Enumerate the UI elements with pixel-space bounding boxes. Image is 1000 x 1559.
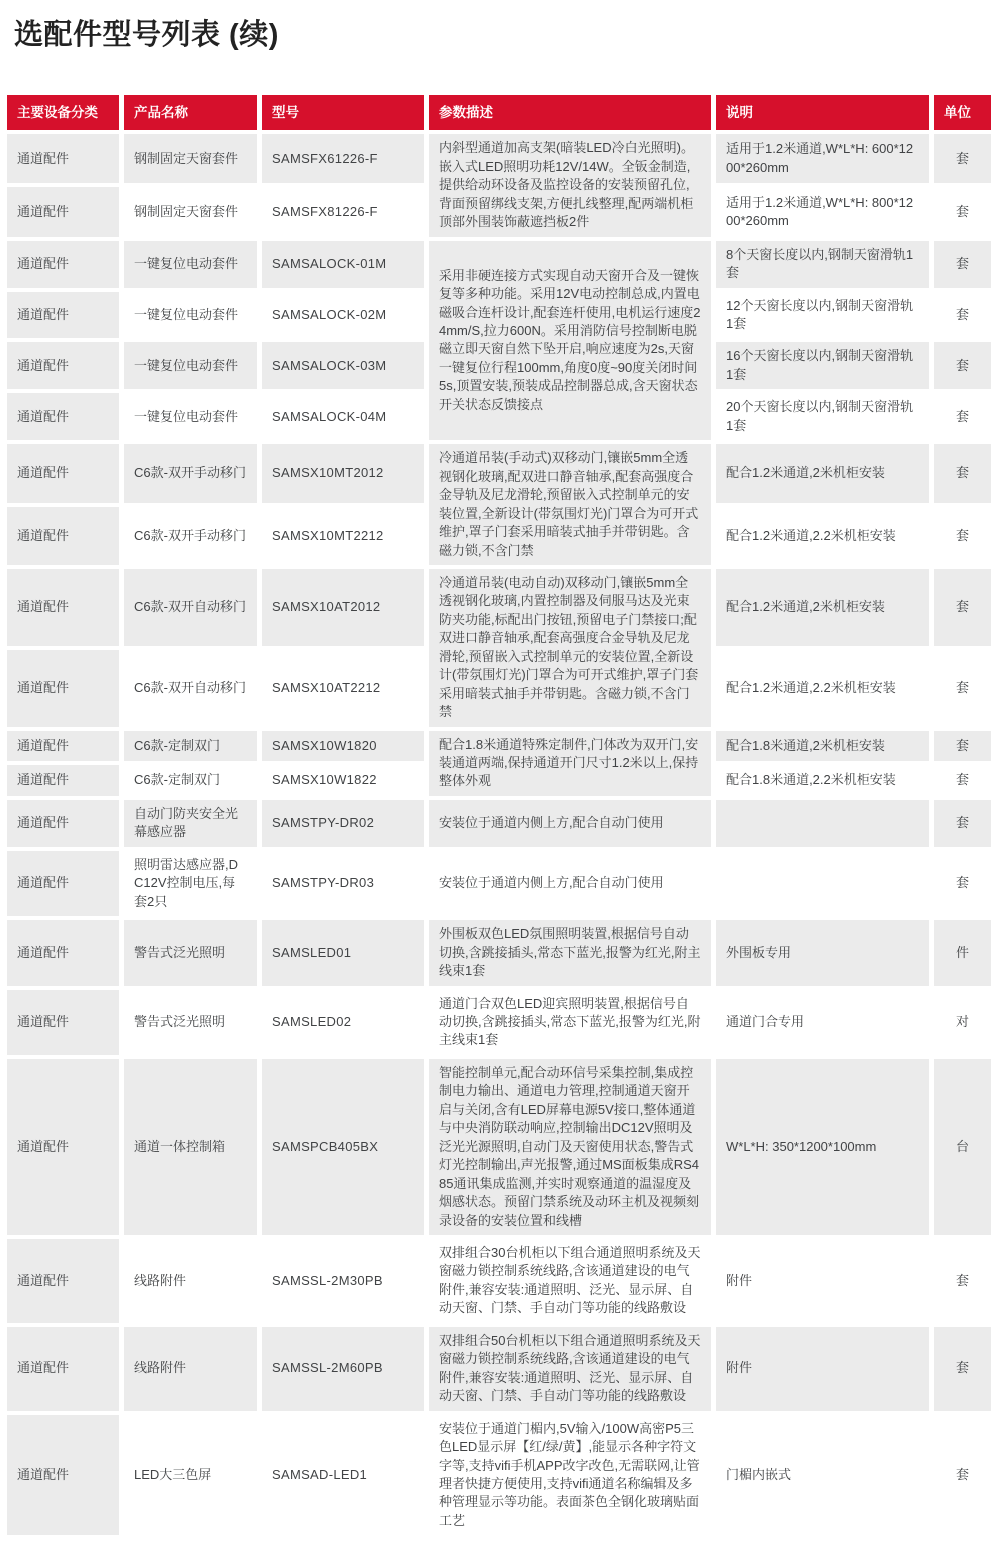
cell-model: SAMSX10MT2212 bbox=[262, 507, 424, 565]
column-header: 参数描述 bbox=[429, 95, 711, 131]
cell-description: 配合1.8米通道特殊定制件,门体改为双开门,安装通道两端,保持通道开门尺寸1.2米以上,保持整体外观 bbox=[429, 731, 711, 796]
cell-category: 通道配件 bbox=[7, 1415, 119, 1536]
cell-unit: 套 bbox=[934, 650, 991, 727]
cell-note: 通道门合专用 bbox=[716, 990, 929, 1055]
cell-model: SAMSALOCK-04M bbox=[262, 393, 424, 440]
cell-unit: 套 bbox=[934, 444, 991, 502]
cell-product: 钢制固定天窗套件 bbox=[124, 134, 257, 183]
cell-product: 一键复位电动套件 bbox=[124, 393, 257, 440]
cell-category: 通道配件 bbox=[7, 393, 119, 440]
cell-category: 通道配件 bbox=[7, 1239, 119, 1323]
cell-unit: 套 bbox=[934, 292, 991, 339]
cell-model: SAMSX10MT2012 bbox=[262, 444, 424, 502]
cell-model: SAMSPCB405BX bbox=[262, 1059, 424, 1235]
cell-note: 外围板专用 bbox=[716, 920, 929, 985]
table-row bbox=[7, 920, 991, 985]
table-row bbox=[7, 731, 991, 762]
column-header: 单位 bbox=[934, 95, 991, 131]
cell-model: SAMSALOCK-03M bbox=[262, 342, 424, 389]
cell-category: 通道配件 bbox=[7, 920, 119, 985]
cell-category: 通道配件 bbox=[7, 765, 119, 796]
cell-model: SAMSSL-2M30PB bbox=[262, 1239, 424, 1323]
column-header: 主要设备分类 bbox=[7, 95, 119, 131]
cell-unit: 套 bbox=[934, 569, 991, 646]
cell-product: C6款-双开自动移门 bbox=[124, 650, 257, 727]
cell-model: SAMSLED01 bbox=[262, 920, 424, 985]
table-row bbox=[7, 1327, 991, 1411]
cell-product: C6款-定制双门 bbox=[124, 765, 257, 796]
cell-note: 16个天窗长度以内,钢制天窗滑轨1套 bbox=[716, 342, 929, 389]
cell-model: SAMSFX81226-F bbox=[262, 187, 424, 236]
cell-description: 冷通道吊装(电动自动)双移动门,镶嵌5mm全透视钢化玻璃,内置控制器及伺服马达及光束防夹功能,标配出门按钮,预留电子门禁接口;配双进口静音轴承,配套高强度合金导轨及尼龙滑轮,预留嵌入式控制单元的安装位置,全新设计(带氛围灯光)门罩合为可开式维护,罩子门套采用暗装式抽手并带钥匙。含磁力锁,不含门禁 bbox=[429, 569, 711, 727]
cell-unit: 套 bbox=[934, 507, 991, 565]
cell-product: 警告式泛光照明 bbox=[124, 920, 257, 985]
cell-note: 12个天窗长度以内,钢制天窗滑轨1套 bbox=[716, 292, 929, 339]
table-row bbox=[7, 851, 991, 916]
cell-category: 通道配件 bbox=[7, 569, 119, 646]
cell-category: 通道配件 bbox=[7, 134, 119, 183]
cell-description: 冷通道吊装(手动式)双移动门,镶嵌5mm全透视钢化玻璃,配双进口静音轴承,配套高强度合金导轨及尼龙滑轮,预留嵌入式控制单元的安装位置,全新设计(带氛围灯光)门罩合为可开式维护,罩子门套采用暗装式抽手并带钥匙。含磁力锁,不含门禁 bbox=[429, 444, 711, 565]
cell-category: 通道配件 bbox=[7, 241, 119, 288]
accessories-table bbox=[2, 91, 996, 1540]
cell-product: 通道一体控制箱 bbox=[124, 1059, 257, 1235]
cell-description: 安装位于通道门楣内,5V输入/100W高密P5三色LED显示屏【红/绿/黄】,能显示各种字符文字等,支持vifi手机APP改字改色,无需联网,让管理者快捷方便使用,支持vifi通道名称编辑及多种管理显示等功能。表面茶色全钢化玻璃贴面工艺 bbox=[429, 1415, 711, 1536]
cell-category: 通道配件 bbox=[7, 187, 119, 236]
cell-description: 外围板双色LED氛围照明装置,根据信号自动切换,含跳接插头,常态下蓝光,报警为红光,附主线束1套 bbox=[429, 920, 711, 985]
cell-product: 一键复位电动套件 bbox=[124, 292, 257, 339]
table-row bbox=[7, 569, 991, 646]
table-header-row bbox=[7, 95, 991, 131]
column-header: 说明 bbox=[716, 95, 929, 131]
cell-model: SAMSTPY-DR03 bbox=[262, 851, 424, 916]
cell-unit: 套 bbox=[934, 393, 991, 440]
cell-description: 双排组合50台机柜以下组合通道照明系统及天窗磁力锁控制系统线路,含该通道建设的电气附件,兼容安装:通道照明、泛光、显示屏、自动天窗、门禁、手自动门等功能的线路敷设 bbox=[429, 1327, 711, 1411]
cell-product: 自动门防夹安全光幕感应器 bbox=[124, 800, 257, 847]
cell-category: 通道配件 bbox=[7, 731, 119, 762]
cell-model: SAMSX10W1820 bbox=[262, 731, 424, 762]
cell-note: 附件 bbox=[716, 1239, 929, 1323]
cell-description: 采用非硬连接方式实现自动天窗开合及一键恢复等多种功能。采用12V电动控制总成,内置电磁吸合连杆设计,配套连杆使用,电机运行速度24mm/S,拉力600N。采用消防信号控制断电脱磁立即天窗自然下坠开启,响应速度为2s,天窗一键复位行程100mm,角度0度~90度关闭时间5s,顶置安装,预装成品控制器总成,含天窗状态开关状态反馈接点 bbox=[429, 241, 711, 441]
cell-category: 通道配件 bbox=[7, 851, 119, 916]
cell-product: C6款-双开手动移门 bbox=[124, 444, 257, 502]
cell-model: SAMSAD-LED1 bbox=[262, 1415, 424, 1536]
table-row bbox=[7, 134, 991, 183]
cell-model: SAMSSL-2M60PB bbox=[262, 1327, 424, 1411]
cell-unit: 台 bbox=[934, 1059, 991, 1235]
cell-unit: 套 bbox=[934, 800, 991, 847]
cell-category: 通道配件 bbox=[7, 990, 119, 1055]
cell-note: 配合1.8米通道,2.2米机柜安装 bbox=[716, 765, 929, 796]
cell-note: 8个天窗长度以内,钢制天窗滑轨1套 bbox=[716, 241, 929, 288]
cell-note: W*L*H: 350*1200*100mm bbox=[716, 1059, 929, 1235]
cell-note: 附件 bbox=[716, 1327, 929, 1411]
cell-note: 配合1.2米通道,2米机柜安装 bbox=[716, 444, 929, 502]
cell-description: 安装位于通道内侧上方,配合自动门使用 bbox=[429, 800, 711, 847]
table-header bbox=[7, 95, 991, 131]
column-header: 型号 bbox=[262, 95, 424, 131]
cell-description: 智能控制单元,配合动环信号采集控制,集成控制电力输出、通道电力管理,控制通道天窗开启与关闭,含有LED屏幕电源5V接口,整体通道与中央消防联动响应,控制输出DC12V照明及泛光光源照明,自动门及天窗使用状态,警告式灯光控制输出,声光报警,通过MS面板集成RS485通讯集成监测,并实时观察通道的温湿度及烟感状态。预留门禁系统及动环主机及视频刻录设备的安装位置和线槽 bbox=[429, 1059, 711, 1235]
cell-product: 钢制固定天窗套件 bbox=[124, 187, 257, 236]
cell-description: 内斜型通道加高支架(暗装LED冷白光照明)。嵌入式LED照明功耗12V/14W。全钣金制造,提供给动环设备及监控设备的安装预留孔位,背面预留绑线支架,方便扎线整理,配两端机柜顶部外围装饰蔽遮挡板2件 bbox=[429, 134, 711, 236]
cell-note: 配合1.2米通道,2米机柜安装 bbox=[716, 569, 929, 646]
cell-note bbox=[716, 800, 929, 847]
cell-model: SAMSX10AT2012 bbox=[262, 569, 424, 646]
cell-product: 一键复位电动套件 bbox=[124, 241, 257, 288]
cell-unit: 套 bbox=[934, 342, 991, 389]
cell-model: SAMSLED02 bbox=[262, 990, 424, 1055]
cell-product: 线路附件 bbox=[124, 1327, 257, 1411]
cell-category: 通道配件 bbox=[7, 507, 119, 565]
cell-unit: 套 bbox=[934, 134, 991, 183]
cell-product: 线路附件 bbox=[124, 1239, 257, 1323]
cell-unit: 套 bbox=[934, 1327, 991, 1411]
cell-category: 通道配件 bbox=[7, 292, 119, 339]
table-row bbox=[7, 1059, 991, 1235]
cell-product: LED大三色屏 bbox=[124, 1415, 257, 1536]
cell-category: 通道配件 bbox=[7, 800, 119, 847]
cell-unit: 套 bbox=[934, 1415, 991, 1536]
cell-category: 通道配件 bbox=[7, 342, 119, 389]
cell-note: 20个天窗长度以内,钢制天窗滑轨1套 bbox=[716, 393, 929, 440]
table-row bbox=[7, 1415, 991, 1536]
cell-unit: 套 bbox=[934, 241, 991, 288]
column-header: 产品名称 bbox=[124, 95, 257, 131]
cell-unit: 套 bbox=[934, 1239, 991, 1323]
cell-note: 适用于1.2米通道,W*L*H: 800*1200*260mm bbox=[716, 187, 929, 236]
cell-description: 通道门合双色LED迎宾照明装置,根据信号自动切换,含跳接插头,常态下蓝光,报警为红光,附主线束1套 bbox=[429, 990, 711, 1055]
cell-note: 配合1.2米通道,2.2米机柜安装 bbox=[716, 650, 929, 727]
cell-model: SAMSTPY-DR02 bbox=[262, 800, 424, 847]
cell-model: SAMSALOCK-01M bbox=[262, 241, 424, 288]
table-row bbox=[7, 800, 991, 847]
cell-unit: 套 bbox=[934, 851, 991, 916]
cell-note: 配合1.2米通道,2.2米机柜安装 bbox=[716, 507, 929, 565]
cell-model: SAMSX10AT2212 bbox=[262, 650, 424, 727]
cell-category: 通道配件 bbox=[7, 444, 119, 502]
table-row bbox=[7, 990, 991, 1055]
cell-model: SAMSFX61226-F bbox=[262, 134, 424, 183]
table-body bbox=[7, 134, 991, 1535]
cell-product: C6款-双开手动移门 bbox=[124, 507, 257, 565]
cell-product: 一键复位电动套件 bbox=[124, 342, 257, 389]
cell-unit: 对 bbox=[934, 990, 991, 1055]
table-row bbox=[7, 444, 991, 502]
cell-description: 双排组合30台机柜以下组合通道照明系统及天窗磁力锁控制系统线路,含该通道建设的电气附件,兼容安装:通道照明、泛光、显示屏、自动天窗、门禁、手自动门等功能的线路敷设 bbox=[429, 1239, 711, 1323]
cell-category: 通道配件 bbox=[7, 1327, 119, 1411]
cell-unit: 套 bbox=[934, 187, 991, 236]
cell-category: 通道配件 bbox=[7, 1059, 119, 1235]
cell-description: 安装位于通道内侧上方,配合自动门使用 bbox=[429, 851, 711, 916]
table-row bbox=[7, 241, 991, 288]
cell-model: SAMSALOCK-02M bbox=[262, 292, 424, 339]
cell-product: 照明雷达感应器,DC12V控制电压,每套2只 bbox=[124, 851, 257, 916]
cell-category: 通道配件 bbox=[7, 650, 119, 727]
cell-note bbox=[716, 851, 929, 916]
table-row bbox=[7, 1239, 991, 1323]
cell-note: 适用于1.2米通道,W*L*H: 600*1200*260mm bbox=[716, 134, 929, 183]
cell-unit: 件 bbox=[934, 920, 991, 985]
cell-unit: 套 bbox=[934, 765, 991, 796]
cell-unit: 套 bbox=[934, 731, 991, 762]
cell-product: 警告式泛光照明 bbox=[124, 990, 257, 1055]
cell-model: SAMSX10W1822 bbox=[262, 765, 424, 796]
page-title: 选配件型号列表 (续) bbox=[14, 19, 279, 51]
cell-product: C6款-双开自动移门 bbox=[124, 569, 257, 646]
cell-note: 门楣内嵌式 bbox=[716, 1415, 929, 1536]
cell-product: C6款-定制双门 bbox=[124, 731, 257, 762]
cell-note: 配合1.8米通道,2米机柜安装 bbox=[716, 731, 929, 762]
